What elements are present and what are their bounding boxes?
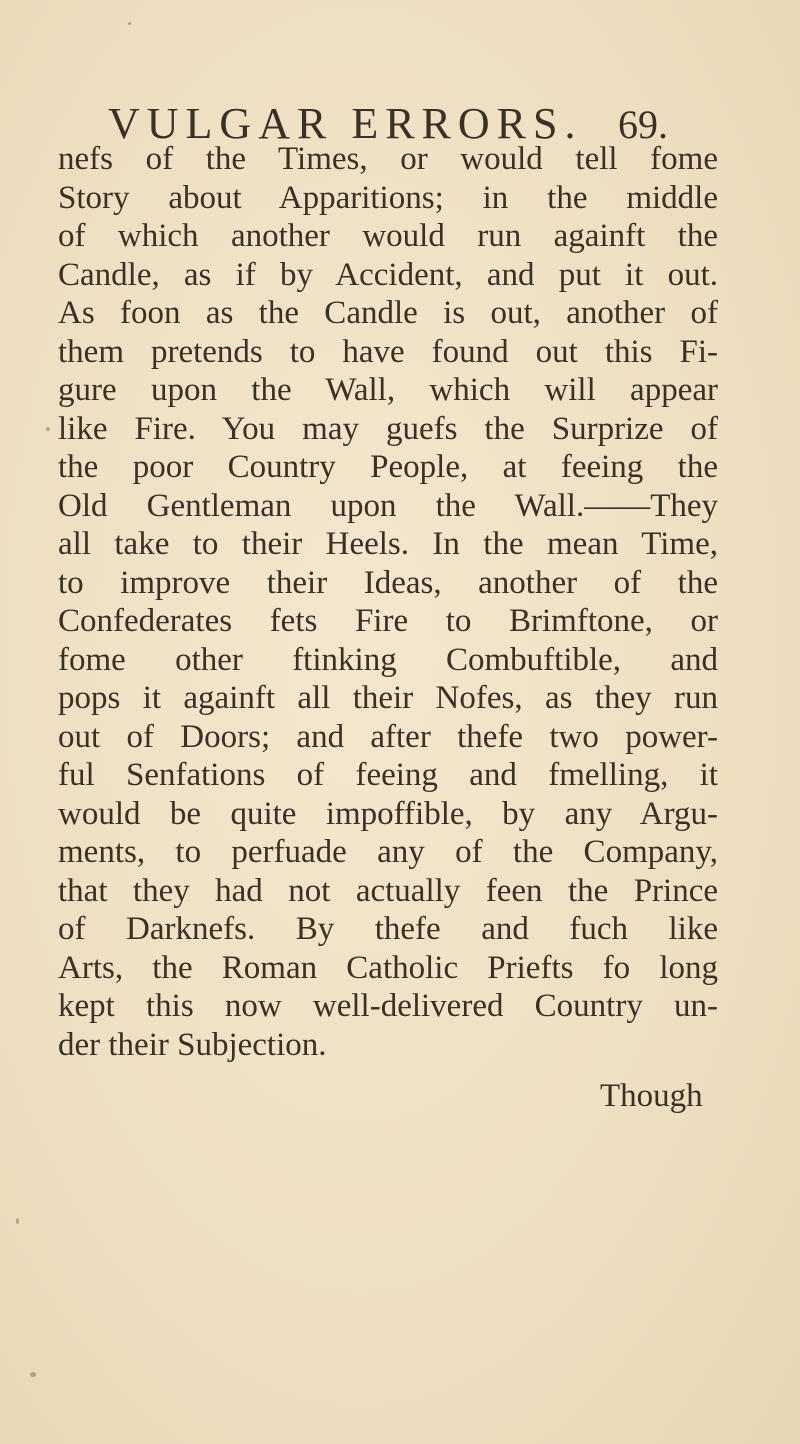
text-line: pops it againft all their Nofes, as they run [58, 680, 718, 716]
text-line: would be quite impoffible, by any Argu- [58, 795, 718, 832]
text-line: Candle, as if by Accident, and put it out. [58, 256, 718, 293]
running-title: VULGAR ERRORS. [108, 99, 583, 148]
paper-speck [128, 22, 131, 25]
text-line: Arts, the Roman Catholic Priefts fo long [58, 949, 718, 986]
text-line: Confederates fets Fire to Brimftone, or [58, 603, 718, 639]
text-line: them pretends to have found out this Fi- [58, 333, 718, 370]
text-line: the poor Country People, at feeing the [58, 449, 718, 485]
text-line: As foon as the Candle is out, another of [58, 295, 718, 331]
text-line: kept this now well-delivered Country un- [58, 988, 718, 1024]
text-line: all take to their Heels. In the mean Time, [58, 526, 718, 562]
text-line: that they had not actually feen the Prince [58, 872, 718, 909]
text-line: like Fire. You may guefs the Surprize of [58, 410, 718, 447]
text-line: to improve their Ideas, another of the [58, 564, 718, 601]
text-line: of Darknefs. By thefe and fuch like [58, 911, 718, 947]
body-text [58, 140, 718, 1064]
text-line: ments, to perfuade any of the Company, [58, 834, 718, 870]
paper-speck [30, 1372, 36, 1377]
paper-speck [16, 1218, 19, 1224]
text-line: Story about Apparitions; in the middle [58, 179, 718, 216]
text-line: fome other ftinking Combuftible, and [58, 641, 718, 678]
text-line: out of Doors; and after thefe two power- [58, 718, 718, 755]
text-line: gure upon the Wall, which will appear [58, 372, 718, 408]
catchword: Though [600, 1078, 703, 1114]
text-line: of which another would run againft the [58, 218, 718, 254]
page-number: 69. [618, 102, 668, 147]
paper-speck [46, 427, 50, 431]
text-line: nefs of the Times, or would tell fome [58, 141, 718, 177]
text-line: Old Gentleman upon the Wall.——They [58, 487, 718, 524]
text-line: der their Subjection. [58, 1026, 327, 1063]
text-line: ful Senfations of feeing and fmelling, it [58, 757, 718, 793]
